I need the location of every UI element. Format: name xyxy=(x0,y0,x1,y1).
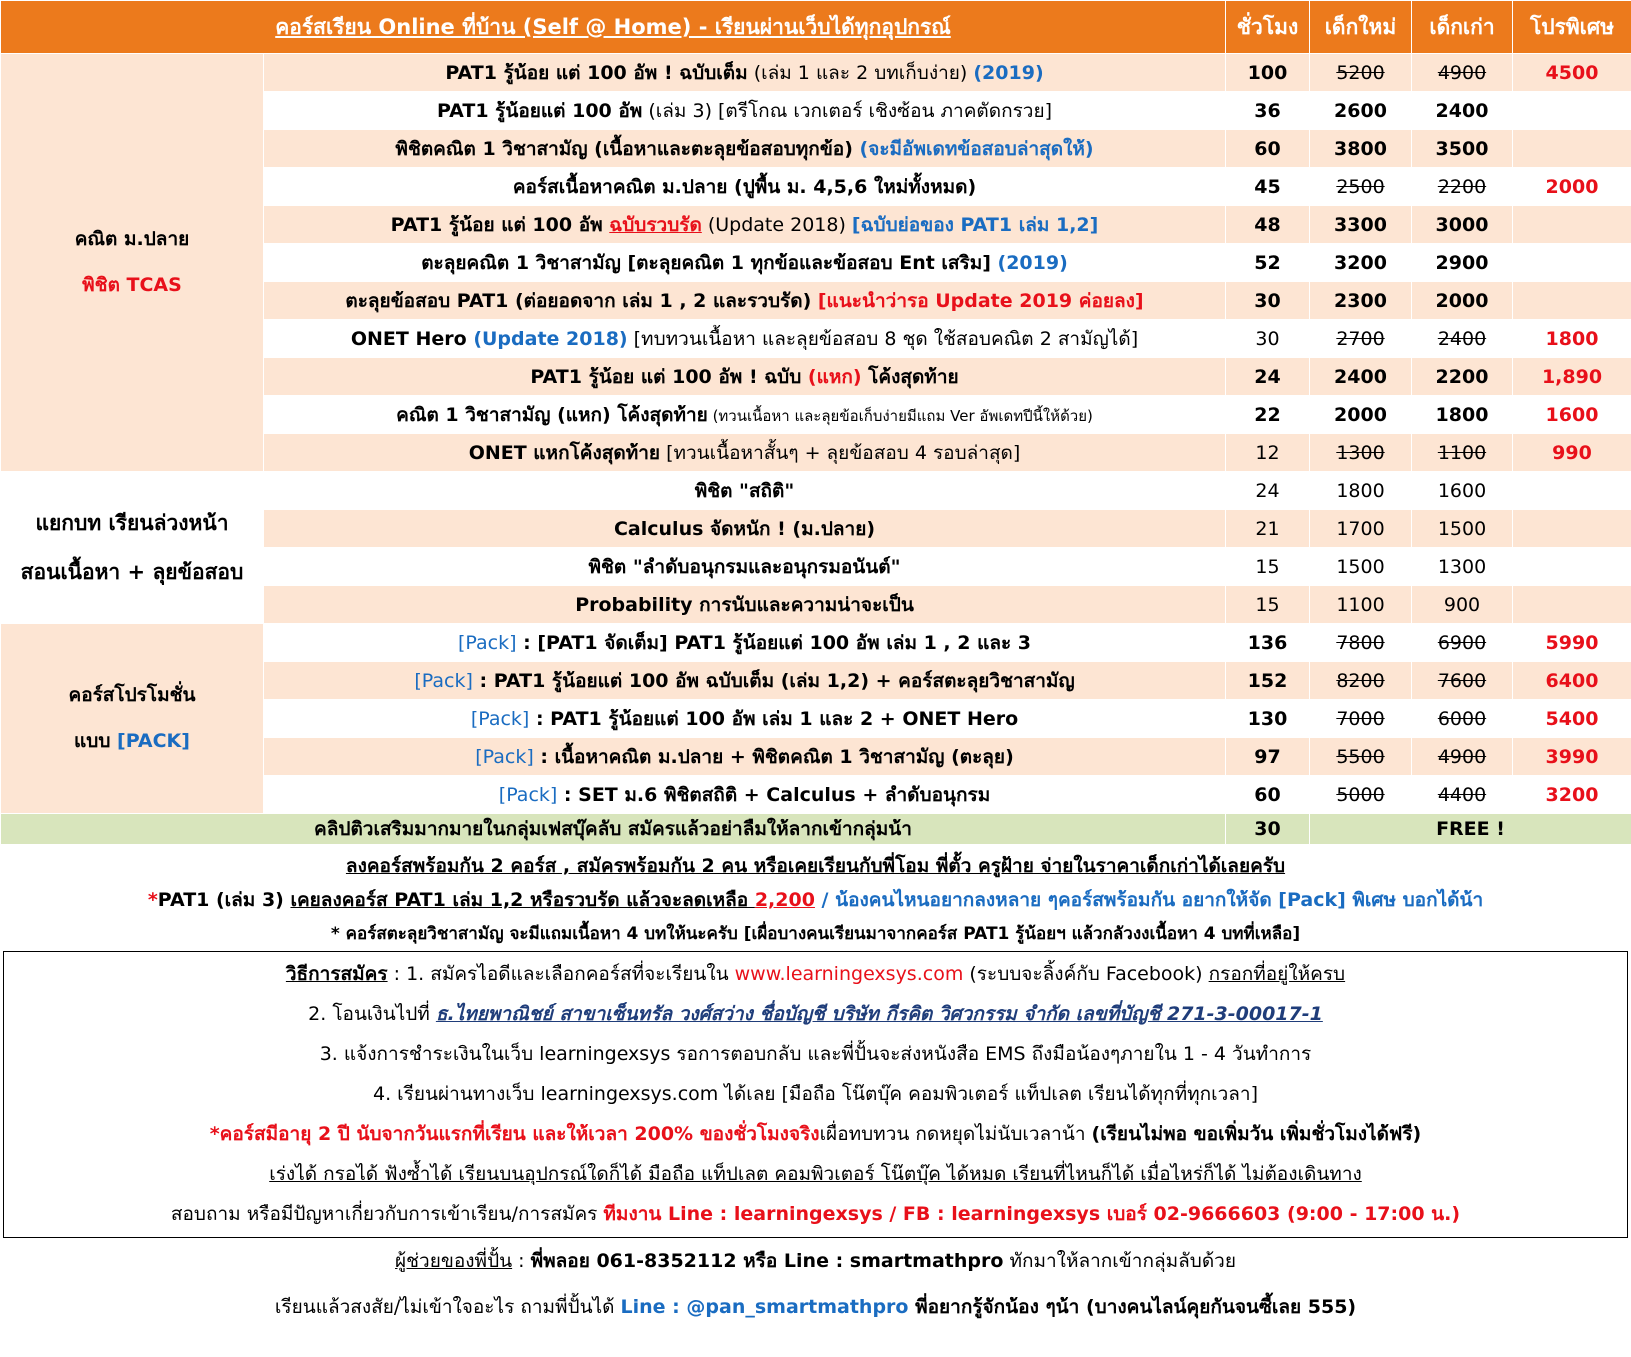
course-title: : PAT1 รู้น้อยแต่ 100 อัพ เล่ม 1 และ 2 + ONET Hero xyxy=(529,707,1019,730)
note-star: * xyxy=(147,889,158,911)
category-title: คอร์สโปรโมชั่น xyxy=(68,683,196,706)
category-subtitle: พิชิต TCAS xyxy=(82,273,182,296)
website-link[interactable]: www.learningexsys.com xyxy=(734,963,964,985)
hours-cell: 36 xyxy=(1226,92,1310,130)
assistant-label: ผู้ช่วยของพี่ปั้น xyxy=(395,1250,513,1272)
hours-cell: 60 xyxy=(1226,130,1310,168)
new-price-cell: 3300 xyxy=(1310,206,1412,244)
pan-contact xyxy=(0,1284,1631,1330)
promo-price-cell xyxy=(1513,130,1631,168)
promo-price-cell: 5400 xyxy=(1513,700,1631,738)
promo-price-cell xyxy=(1513,92,1631,130)
course-title: คอร์สเนื้อหาคณิต ม.ปลาย (ปูพื้น ม. 4,5,6 ใหม่ทั้งหมด) xyxy=(512,175,977,198)
hours-cell: 45 xyxy=(1226,168,1310,206)
header-course-title: คอร์สเรียน Online ที่บ้าน (Self @ Home) - เรียนผ่านเว็บได้ทุกอุปกรณ์ xyxy=(1,1,1226,54)
hours-cell: 21 xyxy=(1226,510,1310,548)
pan-line-id: Line : @pan_smartmathpro xyxy=(620,1296,909,1318)
hours-cell: 24 xyxy=(1226,472,1310,510)
new-price-cell: 3800 xyxy=(1310,130,1412,168)
course-title: : [PAT1 จัดเต็ม] PAT1 รู้น้อยแต่ 100 อัพ เล่ม 1 , 2 และ 3 xyxy=(516,631,1032,654)
promo-price-cell xyxy=(1513,244,1631,282)
course-name xyxy=(264,586,1226,624)
promo-price-cell: 1,890 xyxy=(1513,358,1631,396)
course-tag: (2019) xyxy=(973,61,1044,84)
new-price-cell: 1700 xyxy=(1310,510,1412,548)
bank-account: ธ.ไทยพาณิชย์ สาขาเซ็นทรัล วงศ์สว่าง ชื่อบัญชี บริษัท กีรคิต วิศวกรรม จำกัด เลขที่บัญชี 271-3-00017-1 xyxy=(435,1003,1323,1025)
promo-price-cell xyxy=(1513,548,1631,586)
course-title: : PAT1 รู้น้อยแต่ 100 อัพ ฉบับเต็ม (เล่ม 1,2) + คอร์สตะลุยวิชาสามัญ xyxy=(472,669,1075,692)
contact-text: สอบถาม หรือมีปัญหาเกี่ยวกับการเข้าเรียน/การสมัคร xyxy=(170,1203,604,1225)
course-name xyxy=(264,168,1226,206)
hours-cell: 30 xyxy=(1226,320,1310,358)
old-price-cell: 4900 xyxy=(1412,738,1513,776)
hours-cell: 136 xyxy=(1226,624,1310,662)
new-price-cell: 5200 xyxy=(1310,54,1412,92)
bonus-row xyxy=(1,814,1631,845)
footer xyxy=(0,1238,1631,1330)
old-price-cell: 4900 xyxy=(1412,54,1513,92)
course-tag: (Update 2018) xyxy=(473,327,628,350)
course-name xyxy=(264,738,1226,776)
howto-devices: เร่งได้ กรอได้ ฟังซ้ำได้ เรียนบนอุปกรณ์ใดก็ได้ มือถือ แท็ปเลต คอมพิวเตอร์ โน๊ตบุ๊ค ได้หมด เรียนที่ไหนก็ได้ เมื่อไหร่ก็ได้ ไม่ต้องเดินทาง xyxy=(269,1163,1362,1185)
table-header xyxy=(1,1,1631,54)
course-title: คณิต 1 วิชาสามัญ (แหก) โค้งสุดท้าย xyxy=(396,403,708,426)
course-detail: (เล่ม 1 และ 2 บทเก็บง่าย) xyxy=(747,61,974,84)
new-price-cell: 8200 xyxy=(1310,662,1412,700)
promo-price-cell: 3200 xyxy=(1513,776,1631,814)
category-title: แยกบท เรียนล่วงหน้า xyxy=(35,511,229,536)
note-pack-request: / น้องคนไหนอยากลงหลาย ๆคอร์สพร้อมกัน อยากให้จัด [Pack] พิเศษ บอกได้น้า xyxy=(814,889,1484,911)
howto-colon: : xyxy=(387,963,407,985)
course-name xyxy=(264,624,1226,662)
howto-step-1-text: 1. สมัครไอดีและเลือกคอร์สที่จะเรียนใน xyxy=(406,963,735,985)
course-title: ONET Hero xyxy=(350,327,474,350)
course-name xyxy=(264,92,1226,130)
assistant-note: ทักมาให้ลากเข้ากลุ่มลับด้วย xyxy=(1003,1250,1236,1272)
course-detail: (เล่ม 3) [ตรีโกณ เวกเตอร์ เชิงซ้อน ภาคตัดกรวย] xyxy=(642,99,1053,122)
howto-step-2 xyxy=(4,994,1627,1034)
hours-cell: 48 xyxy=(1226,206,1310,244)
old-price-cell: 2400 xyxy=(1412,92,1513,130)
howto-label: วิธีการสมัคร xyxy=(285,963,388,985)
new-price-cell: 2700 xyxy=(1310,320,1412,358)
new-price-cell: 1500 xyxy=(1310,548,1412,586)
promo-price-cell xyxy=(1513,472,1631,510)
old-price-cell: 1300 xyxy=(1412,548,1513,586)
course-title-end: โค้งสุดท้าย xyxy=(861,365,959,388)
course-name xyxy=(264,130,1226,168)
new-price-cell: 3200 xyxy=(1310,244,1412,282)
new-price-cell: 1800 xyxy=(1310,472,1412,510)
hours-cell: 15 xyxy=(1226,548,1310,586)
course-note: [ฉบับย่อของ PAT1 เล่ม 1,2] xyxy=(851,213,1099,236)
contact-team: ทีมงาน Line : learningexsys / FB : learningexsys เบอร์ 02-9666603 (9:00 - 17:00 น.) xyxy=(603,1203,1461,1225)
course-detail: [ทบทวนเนื้อหา และลุยข้อสอบ 8 ชุด ใช้สอบคณิต 2 สามัญได้] xyxy=(627,327,1139,350)
category-subtitle xyxy=(5,719,259,765)
pack-tag: [Pack] xyxy=(498,783,558,806)
course-name xyxy=(264,358,1226,396)
course-name xyxy=(264,54,1226,92)
howto-step-1-address: กรอกที่อยู่ให้ครบ xyxy=(1208,963,1346,985)
category-math xyxy=(1,54,264,472)
course-title: PAT1 รู้น้อย แต่ 100 อัพ ! ฉบับเต็ม xyxy=(445,61,748,84)
new-price-cell: 2000 xyxy=(1310,396,1412,434)
course-title: : SET ม.6 พิชิตสถิติ + Calculus + ลำดับอนุกรม xyxy=(557,783,991,806)
old-price-cell: 2200 xyxy=(1412,358,1513,396)
new-price-cell: 2600 xyxy=(1310,92,1412,130)
howto-step-2-text: 2. โอนเงินไปที่ xyxy=(308,1003,436,1025)
course-note: [แนะนำว่ารอ Update 2019 ค่อยลง] xyxy=(817,289,1144,312)
category-subtitle-prefix: แบบ xyxy=(74,729,118,752)
promo-price-cell: 3990 xyxy=(1513,738,1631,776)
note-bonus-content: * คอร์สตะลุยวิชาสามัญ จะมีแถมเนื้อหา 4 บทให้นะครับ [เผื่อบางคนเรียนมาจากคอร์ส PAT1 รู้น้อยฯ แล้วกลัวงงเนื้อหา 4 บทที่เหลือ] xyxy=(330,924,1301,944)
course-name xyxy=(264,244,1226,282)
course-detail: (ทวนเนื้อหา และลุยข้อเก็บง่ายมีแถม Ver อัพเดทปีนี้ให้ด้วย) xyxy=(707,406,1093,425)
header-old-student: เด็กเก่า xyxy=(1412,1,1513,54)
old-price-cell: 1100 xyxy=(1412,434,1513,472)
bonus-text: คลิปติวเสริมมากมายในกลุ่มเฟสบุ๊คลับ สมัครแล้วอย่าลืมให้ลากเข้ากลุ่มน้า xyxy=(1,814,1226,845)
old-price-cell: 1600 xyxy=(1412,472,1513,510)
old-price-cell: 1800 xyxy=(1412,396,1513,434)
table-row xyxy=(1,624,1631,662)
old-price-cell: 3000 xyxy=(1412,206,1513,244)
note-pat1-label: PAT1 (เล่ม 3) xyxy=(157,889,291,911)
new-price-cell: 2300 xyxy=(1310,282,1412,320)
howto-step-4: 4. เรียนผ่านทางเว็บ learningexsys.com ได้เลย [มือถือ โน๊ตบุ๊ค คอมพิวเตอร์ แท็ปเลต เรียนได้ทุกที่ทุกเวลา] xyxy=(372,1083,1259,1105)
course-detail: [ทวนเนื้อหาสั้นๆ + ลุยข้อสอบ 4 รอบล่าสุด] xyxy=(660,441,1021,464)
course-name xyxy=(264,396,1226,434)
course-title: พิชิตคณิต 1 วิชาสามัญ (เนื้อหาและตะลุยข้อสอบทุกข้อ) xyxy=(395,137,860,160)
promo-price-cell: 2000 xyxy=(1513,168,1631,206)
assistant-phone: พี่พลอย 061-8352112 หรือ Line : smartmathpro xyxy=(530,1250,1004,1272)
old-price-cell: 6900 xyxy=(1412,624,1513,662)
duration-extra: (เรียนไม่พอ ขอเพิ่มวัน เพิ่มชั่วโมงได้ฟรี) xyxy=(1091,1123,1422,1145)
new-price-cell: 1300 xyxy=(1310,434,1412,472)
hours-cell: 60 xyxy=(1226,776,1310,814)
pan-contact-text: เรียนแล้วสงสัย/ไม่เข้าใจอะไร ถามพี่ปั้นได้ xyxy=(274,1296,621,1318)
old-price-cell: 4400 xyxy=(1412,776,1513,814)
header-promo: โปรพิเศษ xyxy=(1513,1,1631,54)
course-title: : เนื้อหาคณิต ม.ปลาย + พิชิตคณิต 1 วิชาสามัญ (ตะลุย) xyxy=(533,745,1014,768)
old-price-cell: 2900 xyxy=(1412,244,1513,282)
course-name xyxy=(264,662,1226,700)
note-discount: ลงคอร์สพร้อมกัน 2 คอร์ส , สมัครพร้อมกัน 2 คน หรือเคยเรียนกับพี่โอม พี่ตั้ว ครูฝ้าย จ่ายในราคาเด็กเก่าได้เลยครับ xyxy=(345,855,1286,877)
new-price-cell: 1100 xyxy=(1310,586,1412,624)
new-price-cell: 2400 xyxy=(1310,358,1412,396)
category-subtitle: สอนเนื้อหา + ลุยข้อสอบ xyxy=(20,559,244,584)
new-price-cell: 5500 xyxy=(1310,738,1412,776)
table-row xyxy=(1,54,1631,92)
pack-tag: [Pack] xyxy=(457,631,517,654)
hours-cell: 12 xyxy=(1226,434,1310,472)
promo-price-cell: 6400 xyxy=(1513,662,1631,700)
promo-price-cell: 1800 xyxy=(1513,320,1631,358)
promo-price-cell xyxy=(1513,206,1631,244)
course-tag: (จะมีอัพเดทข้อสอบล่าสุดให้) xyxy=(859,137,1094,160)
notes-section xyxy=(0,849,1631,951)
duration-note: เผื่อทบทวน กดหยุดไม่นับเวลาน้า xyxy=(819,1123,1092,1145)
howto-step-1 xyxy=(4,954,1627,994)
course-title: ตะลุยคณิต 1 วิชาสามัญ [ตะลุยคณิต 1 ทุกข้อและข้อสอบ Ent เสริม] xyxy=(421,251,998,274)
course-name xyxy=(264,510,1226,548)
pan-contact-note: พี่อยากรู้จักน้อง ๆน้า (บางคนไลน์คุยกันจนซี้เลย 555) xyxy=(908,1296,1357,1318)
category-pack xyxy=(1,624,264,814)
howto-step-1-note: (ระบบจะลิ้งค์กับ Facebook) xyxy=(963,963,1209,985)
course-name xyxy=(264,434,1226,472)
howto-step-3: 3. แจ้งการชำระเงินในเว็บ learningexsys รอการตอบกลับ และพี่ปั้นจะส่งหนังสือ EMS ถึงมือน้องๆภายใน 1 - 4 วันทำการ xyxy=(319,1043,1312,1065)
assistant-colon: : xyxy=(512,1250,531,1272)
hours-cell: 130 xyxy=(1226,700,1310,738)
old-price-cell: 900 xyxy=(1412,586,1513,624)
new-price-cell: 2500 xyxy=(1310,168,1412,206)
hours-cell: 52 xyxy=(1226,244,1310,282)
course-name xyxy=(264,206,1226,244)
pack-tag: [Pack] xyxy=(475,745,534,768)
old-price-cell: 2200 xyxy=(1412,168,1513,206)
course-name xyxy=(264,548,1226,586)
course-title: ตะลุยข้อสอบ PAT1 (ต่อยอดจาก เล่ม 1 , 2 และรวบรัด) xyxy=(345,289,818,312)
course-name xyxy=(264,282,1226,320)
hours-cell: 30 xyxy=(1226,282,1310,320)
assistant-contact xyxy=(0,1238,1631,1284)
promo-price-cell xyxy=(1513,282,1631,320)
bonus-hours: 30 xyxy=(1226,814,1310,845)
hours-cell: 15 xyxy=(1226,586,1310,624)
old-price-cell: 2000 xyxy=(1412,282,1513,320)
course-title: PAT1 รู้น้อย แต่ 100 อัพ ! ฉบับ xyxy=(530,365,808,388)
bonus-free: FREE ! xyxy=(1310,814,1631,845)
course-tag: ฉบับรวบรัด xyxy=(609,213,702,236)
course-title: พิชิต "สถิติ" xyxy=(694,479,795,502)
old-price-cell: 3500 xyxy=(1412,130,1513,168)
header-hours: ชั่วโมง xyxy=(1226,1,1310,54)
new-price-cell: 7800 xyxy=(1310,624,1412,662)
howto-course-duration xyxy=(4,1114,1627,1154)
table-row xyxy=(1,472,1631,510)
promo-price-cell xyxy=(1513,586,1631,624)
course-name xyxy=(264,776,1226,814)
course-detail: (Update 2018) xyxy=(701,213,852,236)
category-pack-tag: [PACK] xyxy=(117,729,190,752)
course-title: Probability การนับและความน่าจะเป็น xyxy=(575,593,914,616)
promo-price-cell: 5990 xyxy=(1513,624,1631,662)
course-title: PAT1 รู้น้อยแต่ 100 อัพ xyxy=(436,99,643,122)
note-pat1-condition: เคยลงคอร์ส PAT1 เล่ม 1,2 หรือรวบรัด แล้วจะลดเหลือ xyxy=(290,889,755,911)
promo-price-cell: 1600 xyxy=(1513,396,1631,434)
duration-highlight: *คอร์สมีอายุ 2 ปี นับจากวันแรกที่เรียน และให้เวลา 200% ของชั่วโมงจริง xyxy=(209,1123,820,1145)
course-name xyxy=(264,472,1226,510)
course-title: PAT1 รู้น้อย แต่ 100 อัพ xyxy=(390,213,610,236)
promo-price-cell: 4500 xyxy=(1513,54,1631,92)
old-price-cell: 1500 xyxy=(1412,510,1513,548)
course-tag: (2019) xyxy=(997,251,1068,274)
course-title: พิชิต "ลำดับอนุกรมและอนุกรมอนันต์" xyxy=(588,555,901,578)
old-price-cell: 2400 xyxy=(1412,320,1513,358)
course-name xyxy=(264,320,1226,358)
hours-cell: 152 xyxy=(1226,662,1310,700)
pack-tag: [Pack] xyxy=(414,669,473,692)
old-price-cell: 7600 xyxy=(1412,662,1513,700)
hours-cell: 22 xyxy=(1226,396,1310,434)
course-title: ONET แหกโค้งสุดท้าย xyxy=(468,441,661,464)
header-new-student: เด็กใหม่ xyxy=(1310,1,1412,54)
hours-cell: 24 xyxy=(1226,358,1310,396)
category-title: คณิต ม.ปลาย xyxy=(74,227,190,250)
course-tag: (แหก) xyxy=(807,365,862,388)
course-title: Calculus จัดหนัก ! (ม.ปลาย) xyxy=(613,517,876,540)
pack-tag: [Pack] xyxy=(470,707,530,730)
howto-contact xyxy=(4,1194,1627,1234)
note-pat1-price: 2,200 xyxy=(754,889,815,911)
hours-cell: 100 xyxy=(1226,54,1310,92)
howto-box xyxy=(3,951,1628,1238)
promo-price-cell: 990 xyxy=(1513,434,1631,472)
promo-price-cell xyxy=(1513,510,1631,548)
hours-cell: 97 xyxy=(1226,738,1310,776)
category-chapter xyxy=(1,472,264,624)
new-price-cell: 5000 xyxy=(1310,776,1412,814)
note-pat1-book3 xyxy=(0,883,1631,917)
new-price-cell: 7000 xyxy=(1310,700,1412,738)
old-price-cell: 6000 xyxy=(1412,700,1513,738)
course-name xyxy=(264,700,1226,738)
